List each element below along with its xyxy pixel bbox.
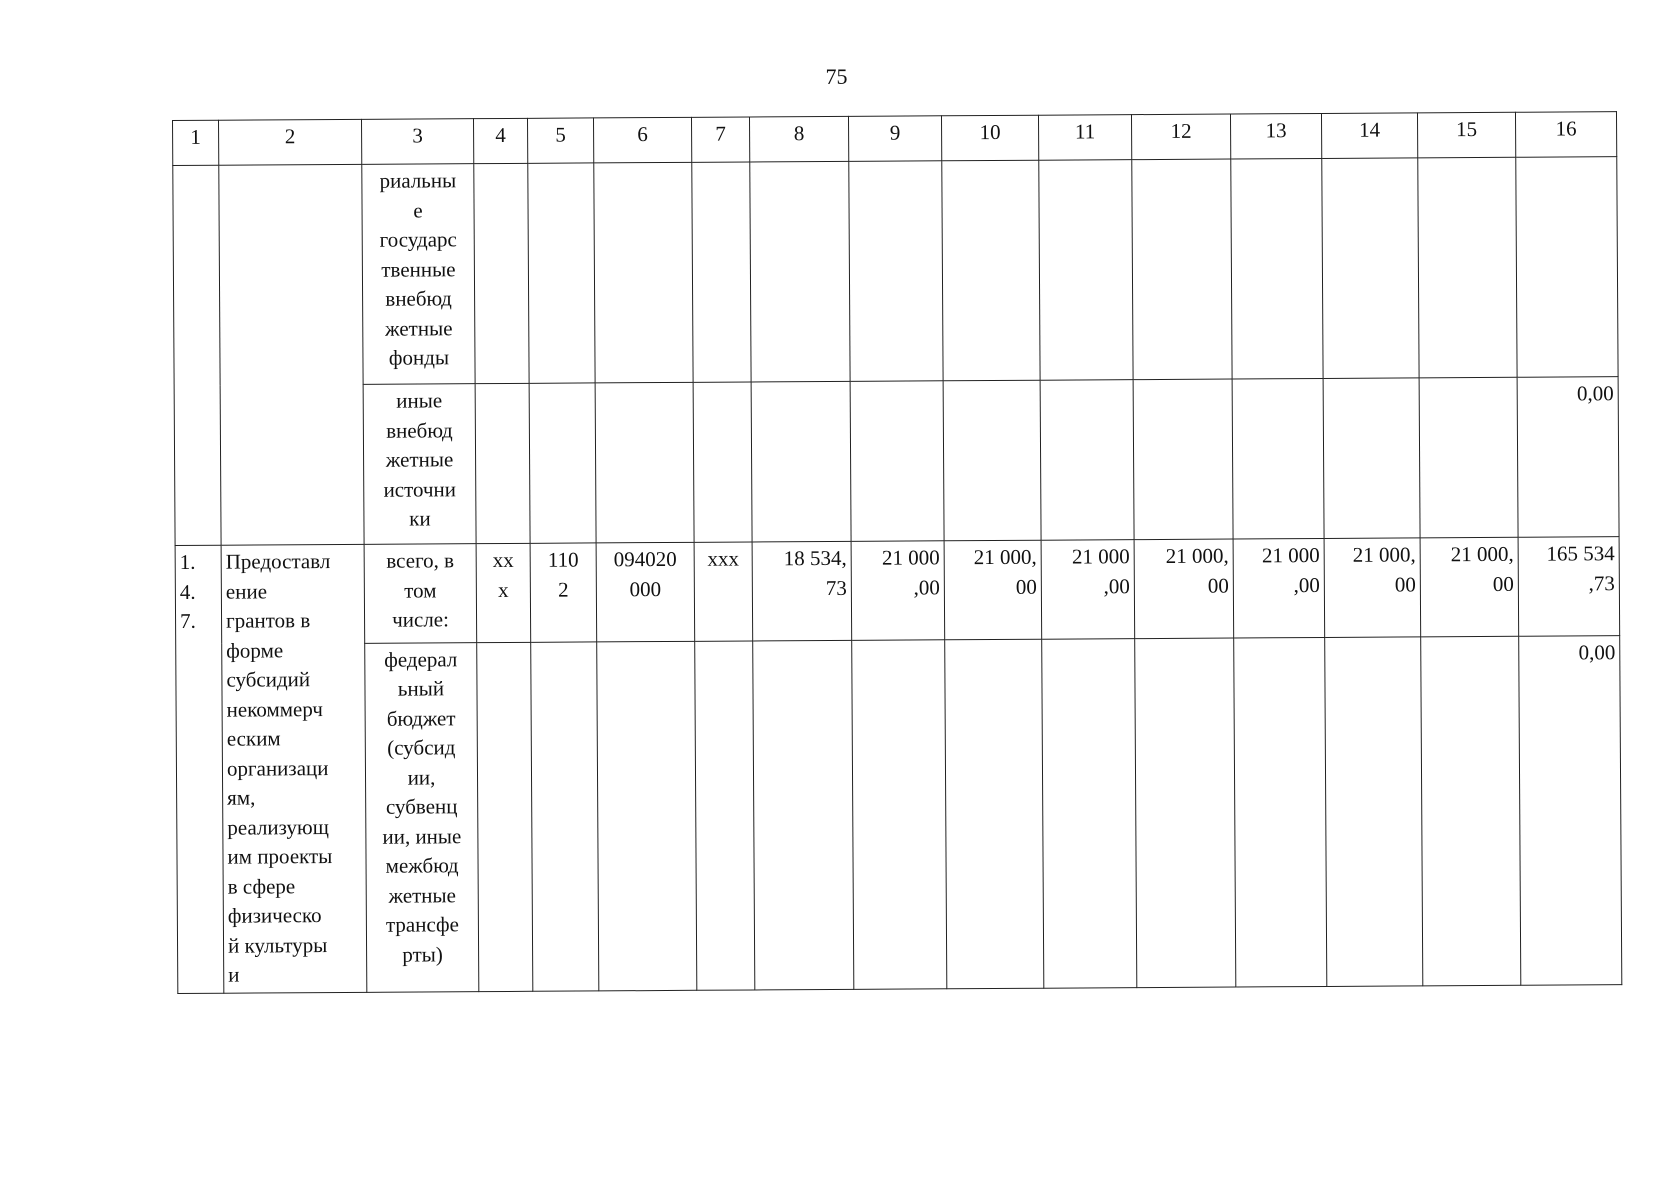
table-cell (942, 160, 1040, 381)
source-label: всего, в том числе: (386, 548, 455, 632)
table-cell (1234, 637, 1327, 987)
item-description: Предоставл ение грантов в форме субсидий некоммерч еским организаци ям, реализующ им проекты в сфере физическо й культуры и (225, 549, 333, 987)
table-cell (528, 163, 595, 383)
table-cell (852, 639, 947, 989)
code-value: 094020 000 (613, 546, 677, 601)
table-cell (1322, 158, 1419, 379)
table-cell (474, 163, 529, 383)
header-cell: 13 (1230, 113, 1321, 159)
table-cell (751, 381, 851, 542)
table-cell (1233, 538, 1325, 637)
source-label: федерал ьный бюджет (субсид ии, субвенц ии, иные межбюд жетные трансфе рты) (382, 646, 462, 967)
table-cell (1323, 378, 1420, 539)
table-cell (752, 541, 852, 640)
table-cell (1231, 158, 1323, 379)
header-cell: 5 (527, 118, 593, 163)
code-value: хх х (492, 547, 514, 602)
header-cell: 3 (361, 119, 473, 165)
table-cell (1041, 540, 1135, 639)
table-row (173, 157, 1618, 386)
amount-value: 165 534 ,73 (1546, 541, 1615, 595)
source-label: риальны е государс твенные внебюд жетные фонды (379, 168, 457, 370)
table-cell (596, 542, 695, 641)
amount-value: 21 000, 00 (973, 544, 1037, 599)
amount-value: 21 000, 00 (1352, 542, 1416, 597)
table-cell (1135, 638, 1236, 988)
table-cell (1039, 160, 1133, 381)
header-cell: 9 (848, 116, 941, 162)
header-cell: 10 (941, 115, 1038, 161)
table-cell (850, 381, 944, 542)
table-cell (694, 542, 753, 641)
table-cell (219, 164, 364, 545)
amount-value: 21 000 ,00 (1071, 544, 1130, 598)
header-cell: 12 (1131, 114, 1230, 160)
table-cell (362, 164, 475, 385)
table-cell (1232, 378, 1324, 539)
code-value: ххх (707, 546, 740, 571)
table-cell (1421, 636, 1521, 986)
table-cell (1420, 537, 1519, 636)
table-cell (695, 640, 755, 989)
header-cell: 4 (473, 118, 527, 163)
item-number: 1. 4. 7. (179, 549, 196, 633)
table-cell (175, 545, 224, 993)
amount-value: 18 534, 73 (783, 545, 847, 600)
amount-value: 21 000, 00 (1165, 543, 1229, 598)
table-cell (1516, 157, 1618, 378)
table-cell (944, 540, 1042, 639)
table-cell (1133, 379, 1233, 540)
table-cell (475, 383, 530, 543)
amount-value: 21 000 ,00 (1261, 542, 1320, 597)
header-cell: 2 (219, 119, 362, 165)
table-cell (849, 161, 943, 382)
table-cell (1134, 539, 1234, 638)
code-value: 110 2 (547, 547, 579, 602)
table-cell (943, 380, 1041, 541)
table-cell (1324, 538, 1421, 637)
table-cell (1418, 157, 1517, 378)
header-cell: 6 (593, 117, 691, 163)
table-cell (595, 382, 694, 543)
table-cell (365, 642, 479, 992)
table-cell (531, 641, 599, 990)
header-cell: 11 (1038, 115, 1131, 161)
table-cell (476, 543, 531, 642)
header-cell: 8 (749, 116, 848, 162)
table-cell (1518, 537, 1620, 636)
table-cell (597, 641, 697, 991)
table-cell (594, 162, 693, 383)
table-cell (363, 384, 476, 545)
header-cell: 15 (1417, 112, 1515, 158)
amount-value: 21 000 ,00 (881, 545, 940, 599)
header-cell: 16 (1515, 112, 1616, 158)
table-row (175, 537, 1620, 644)
table-cell (851, 541, 945, 640)
table-cell (364, 544, 477, 643)
header-cell: 1 (173, 120, 219, 165)
budget-table (172, 111, 1622, 993)
table-cell (530, 543, 597, 642)
table-cell (693, 382, 752, 542)
table-cell (1519, 635, 1622, 985)
table-cell (1517, 377, 1619, 538)
page-number: 75 (825, 64, 848, 89)
table-cell (753, 640, 854, 990)
amount-value: 0,00 (1576, 381, 1614, 406)
amount-value: 21 000, 00 (1450, 541, 1514, 596)
header-cell: 14 (1321, 113, 1417, 159)
table-cell (529, 383, 596, 543)
table-row (174, 377, 1619, 546)
table-cell (1325, 636, 1423, 986)
table-cell (1419, 377, 1518, 538)
table-cell (173, 165, 221, 545)
table-row (176, 635, 1622, 993)
table-cell (1132, 159, 1232, 380)
amount-value: 0,00 (1578, 639, 1616, 664)
source-label: иные внебюд жетные источни ки (383, 388, 457, 531)
table-cell (221, 544, 367, 992)
header-cell: 7 (691, 117, 749, 162)
table-cell (692, 162, 751, 382)
table-cell (1042, 638, 1137, 988)
table-cell (477, 642, 533, 991)
table-cell (945, 639, 1044, 989)
table-cell (750, 161, 850, 382)
table-cell (1040, 380, 1134, 541)
